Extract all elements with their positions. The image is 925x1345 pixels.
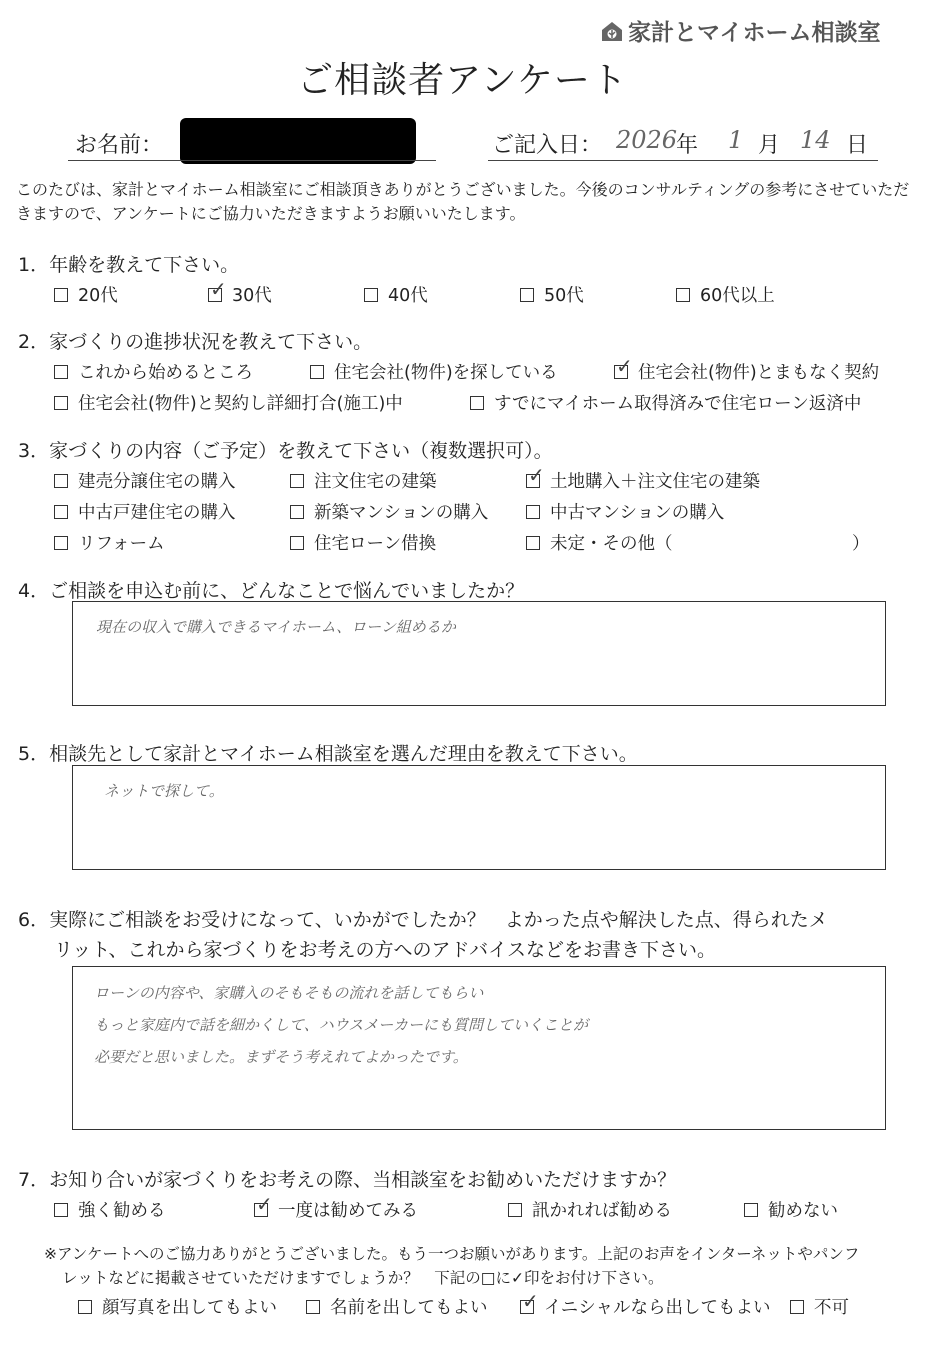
date-label: ご記入日： xyxy=(492,133,603,158)
checkbox[interactable] xyxy=(54,536,68,550)
checkbox[interactable] xyxy=(526,505,540,519)
checkbox[interactable] xyxy=(290,536,304,550)
q7-option-no[interactable]: 勧めない xyxy=(744,1197,838,1222)
q2-option-contract-soon[interactable]: ✓ 住宅会社(物件)とまもなく契約 xyxy=(616,354,880,383)
date-year-value[interactable]: 2026 xyxy=(616,126,678,154)
date-year-unit: 年 xyxy=(676,133,699,158)
q3-option-land-custom[interactable]: ✓ 土地購入＋注文住宅の建築 xyxy=(528,463,760,492)
q1-option-40s[interactable]: 40代 xyxy=(364,282,428,307)
checkbox[interactable] xyxy=(310,365,324,379)
q3-option-refinance[interactable]: 住宅ローン借換 xyxy=(290,530,436,555)
closing-note-line1: ※アンケートへのご協力ありがとうございました。もう一つお願いがあります。上記のお声をインターネットやパンフ xyxy=(44,1245,860,1263)
question-5-label: 5．相談先として家計とマイホーム相談室を選んだ理由を教えて下さい。 xyxy=(18,743,638,765)
q2-option-starting[interactable]: これから始めるところ xyxy=(54,359,253,384)
question-6-label-line1: 6．実際にご相談をお受けになって、いかがでしたか？ よかった点や解決した点、得られたメ xyxy=(18,909,828,931)
publish-option-name[interactable]: 名前を出してもよい xyxy=(306,1294,488,1319)
checkbox-checked[interactable] xyxy=(208,277,227,302)
q1-option-60s-plus[interactable]: 60代以上 xyxy=(676,282,775,307)
date-day-value[interactable]: 14 xyxy=(800,126,831,154)
redacted-name xyxy=(180,118,416,164)
check-mark-icon: ✓ xyxy=(256,1192,273,1216)
check-mark-icon: ✓ xyxy=(522,1289,539,1313)
page-title: ご相談者アンケート xyxy=(297,60,628,101)
checkbox[interactable] xyxy=(306,1300,320,1314)
q6-answer-line2: もっと家庭内で話を細かくして、ハウスメーカーにも質問していくことが xyxy=(94,1016,588,1034)
question-2-label: 2．家づくりの進捗状況を教えて下さい。 xyxy=(18,331,373,353)
checkbox-checked[interactable] xyxy=(520,1289,539,1314)
question-3-label: 3．家づくりの内容（ご予定）を教えて下さい（複数選択可）。 xyxy=(18,440,553,462)
date-underline xyxy=(488,160,878,161)
q3-option-new-condo[interactable]: 新築マンションの購入 xyxy=(290,499,488,524)
checkbox[interactable] xyxy=(54,1203,68,1217)
question-7-label: 7．お知り合いが家づくりをお考えの際、当相談室をお勧めいただけますか？ xyxy=(18,1169,677,1191)
q7-option-if-asked[interactable]: 訊かれれば勧める xyxy=(508,1197,672,1222)
name-underline xyxy=(68,160,436,161)
date-day-unit: 日 xyxy=(846,133,869,158)
q1-option-30s[interactable]: ✓ 30代 xyxy=(210,277,272,306)
checkbox[interactable] xyxy=(470,396,484,410)
q7-option-strongly[interactable]: 強く勧める xyxy=(54,1197,166,1222)
q6-answer-line3: 必要だと思いました。まずそう考えれてよかったです。 xyxy=(94,1048,468,1066)
checkbox[interactable] xyxy=(526,536,540,550)
publish-option-photo[interactable]: 顔写真を出してもよい xyxy=(78,1294,277,1319)
brand-logo xyxy=(600,14,881,47)
q3-option-other[interactable]: 未定・その他（ xyxy=(526,530,673,555)
q2-option-repaying[interactable]: すでにマイホーム取得済みで住宅ローン返済中 xyxy=(470,390,861,415)
date-month-value[interactable]: 1 xyxy=(728,126,744,154)
q5-answer-text: ネットで探して。 xyxy=(104,782,224,800)
check-mark-icon: ✓ xyxy=(528,463,545,487)
q6-answer-line1: ローンの内容や、家購入のそもそもの流れを話してもらい xyxy=(94,984,484,1002)
checkbox-checked[interactable] xyxy=(526,463,545,488)
closing-note-line2: レットなどに掲載させていただけますでしょうか？ 下記の□に✓印をお付け下さい。 xyxy=(62,1269,664,1287)
brand-name: 家計とマイホーム相談室 xyxy=(628,20,881,46)
checkbox-checked[interactable] xyxy=(614,354,633,379)
q3-option-used-condo[interactable]: 中古マンションの購入 xyxy=(526,499,724,524)
question-4-label: 4．ご相談を申込む前に、どんなことで悩んでいましたか？ xyxy=(18,580,525,602)
intro-text: このたびは、家計とマイホーム相談室にご相談頂きありがとうございました。今後のコンサルティングの参考にさせていただきますので、アンケートにご協力いただきますようお願いいたします。 xyxy=(16,180,910,223)
q1-option-20s[interactable]: 20代 xyxy=(54,282,118,307)
checkbox[interactable] xyxy=(54,505,68,519)
question-6-label-line2: リット、これから家づくりをお考えの方へのアドバイスなどをお書き下さい。 xyxy=(54,939,716,961)
q3-option-custom-home[interactable]: 注文住宅の建築 xyxy=(290,468,437,493)
q3-other-close-paren: ） xyxy=(852,534,870,554)
checkbox[interactable] xyxy=(54,365,68,379)
checkbox[interactable] xyxy=(364,288,378,302)
publish-option-no[interactable]: 不可 xyxy=(790,1294,849,1319)
date-month-unit: 月 xyxy=(758,133,781,158)
q7-option-try-once[interactable]: ✓ 一度は勧めてみる xyxy=(256,1192,418,1221)
check-mark-icon: ✓ xyxy=(210,277,227,301)
checkbox[interactable] xyxy=(54,396,68,410)
q3-option-reform[interactable]: リフォーム xyxy=(54,530,165,555)
q4-answer-text: 現在の収入で購入できるマイホーム、ローン組めるか xyxy=(96,618,456,636)
name-label: お名前： xyxy=(75,133,164,158)
checkbox[interactable] xyxy=(676,288,690,302)
q3-option-ready-built[interactable]: 建売分譲住宅の購入 xyxy=(54,468,236,493)
checkbox[interactable] xyxy=(290,505,304,519)
checkbox[interactable] xyxy=(508,1203,522,1217)
q2-option-contracted[interactable]: 住宅会社(物件)と契約し詳細打合(施工)中 xyxy=(54,390,403,415)
checkbox-checked[interactable] xyxy=(254,1192,273,1217)
check-mark-icon: ✓ xyxy=(616,354,633,378)
question-1-label: 1．年齢を教えて下さい。 xyxy=(18,254,240,276)
house-leaf-icon xyxy=(600,19,624,43)
checkbox[interactable] xyxy=(744,1203,758,1217)
checkbox[interactable] xyxy=(790,1300,804,1314)
q2-option-searching[interactable]: 住宅会社(物件)を探している xyxy=(310,359,558,384)
q3-option-used-house[interactable]: 中古戸建住宅の購入 xyxy=(54,499,236,524)
checkbox[interactable] xyxy=(290,474,304,488)
publish-option-initials[interactable]: ✓ イニシャルなら出してもよい xyxy=(522,1289,771,1318)
checkbox[interactable] xyxy=(54,288,68,302)
checkbox[interactable] xyxy=(520,288,534,302)
checkbox[interactable] xyxy=(78,1300,92,1314)
q1-option-50s[interactable]: 50代 xyxy=(520,282,584,307)
checkbox[interactable] xyxy=(54,474,68,488)
